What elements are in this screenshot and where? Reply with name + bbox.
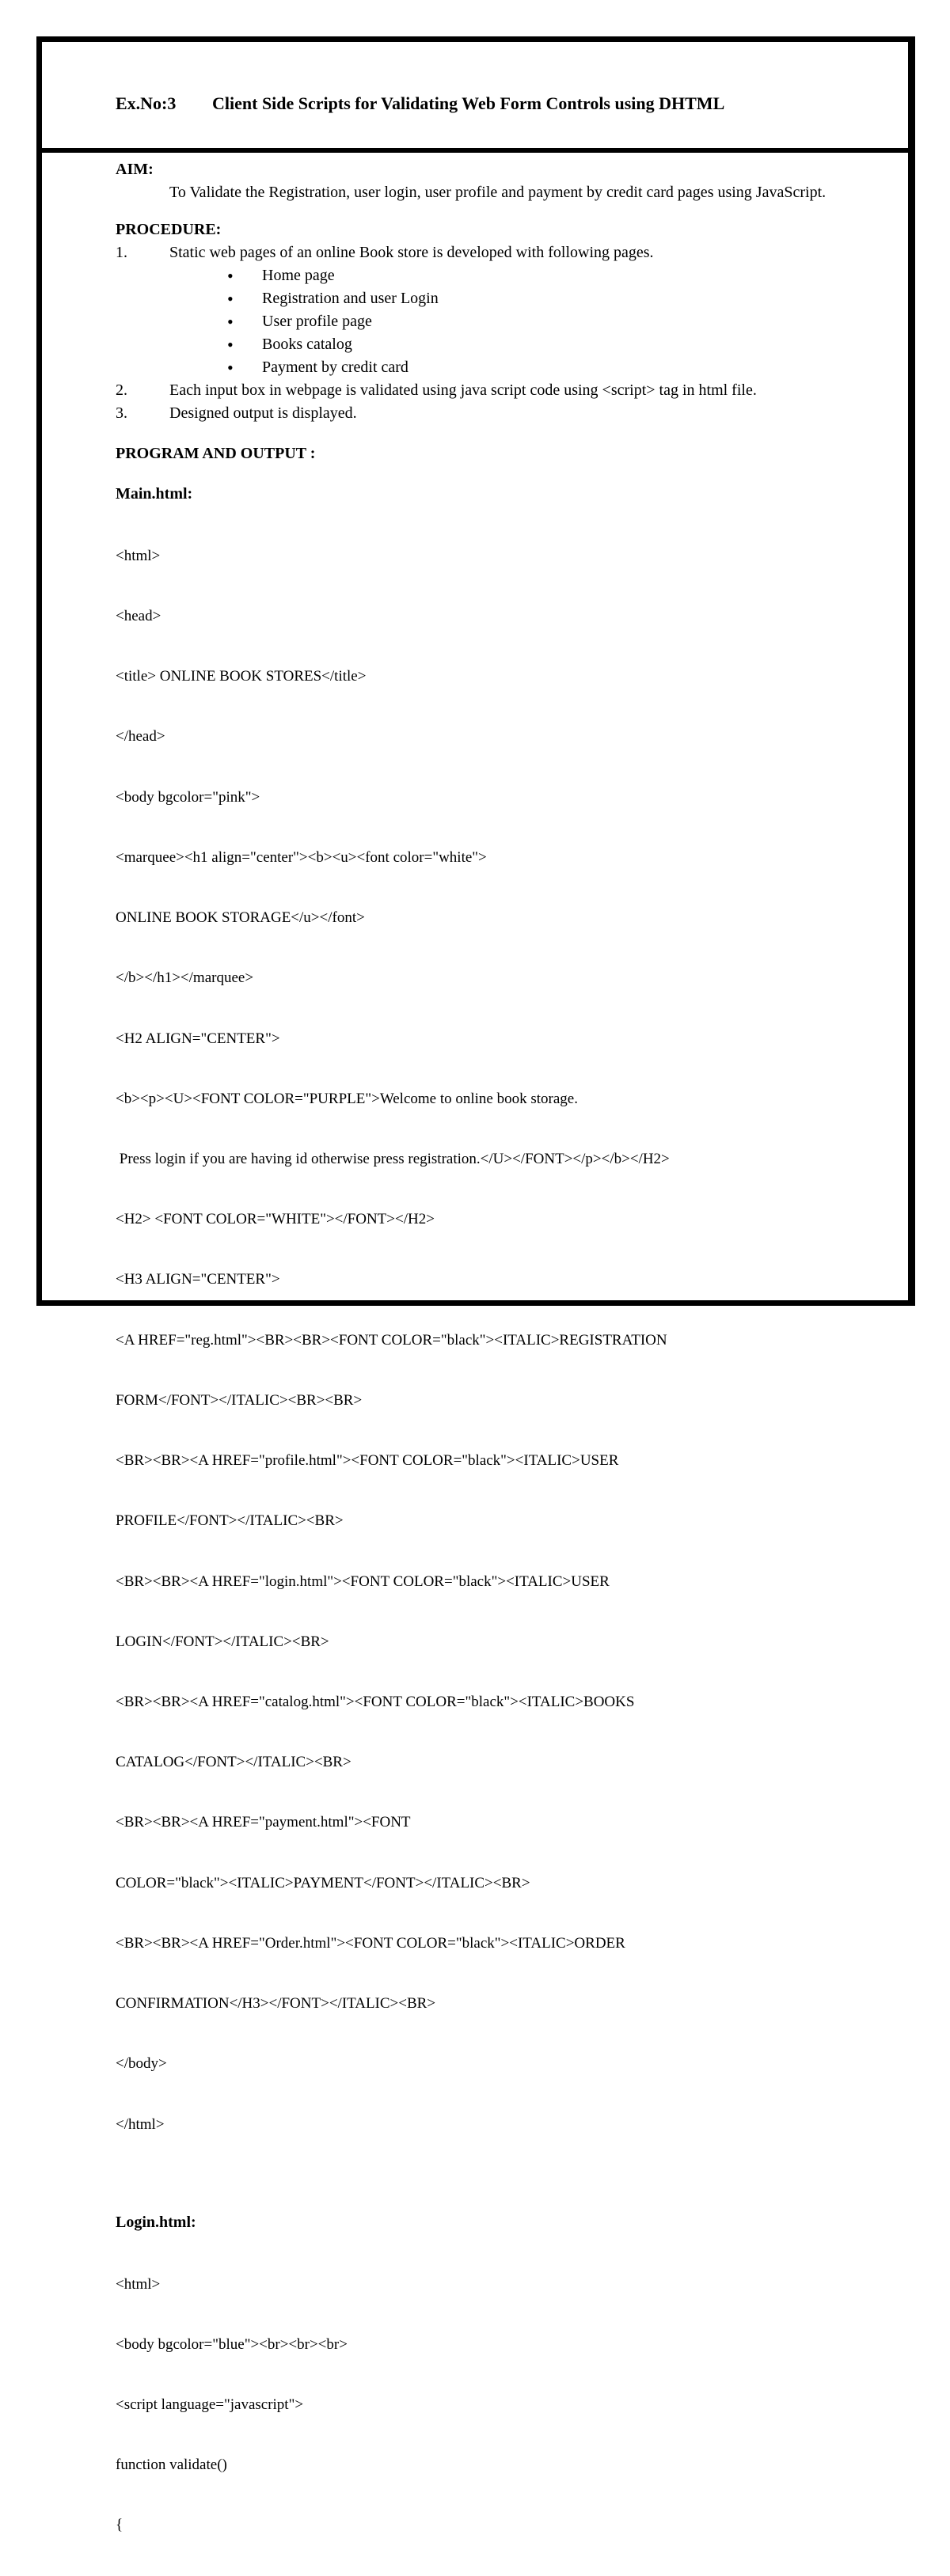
procedure-step-2 (116, 379, 896, 402)
code-line: <BR><BR><A HREF="profile.html"><FONT COLOR="black"><ITALIC>USER (116, 1452, 619, 1470)
code-line: <body bgcolor="blue"><br><br><br> (116, 2335, 348, 2353)
list-item: • Books catalog (227, 333, 896, 356)
code-line: <script language="javascript"> (116, 2396, 304, 2413)
aim-heading: AIM: (116, 161, 154, 178)
header-divider (36, 148, 915, 153)
code-line: <A HREF="reg.html"><BR><BR><FONT COLOR="black"><ITALIC>REGISTRATION (116, 1331, 667, 1349)
code-line: function validate() (116, 2456, 227, 2474)
code-line: <H3 ALIGN="CENTER"> (116, 1271, 280, 1288)
procedure-step-1 (116, 241, 896, 264)
code-line: <title> ONLINE BOOK STORES</title> (116, 668, 367, 685)
step-text: Each input box in webpage is validated using java script code using <script> tag in html file. (169, 381, 757, 399)
code-line: <H2> <FONT COLOR="WHITE"></FONT></H2> (116, 1211, 435, 1228)
list-item: • Registration and user Login (227, 287, 896, 310)
list-item: • User profile page (227, 310, 896, 333)
exercise-title (116, 93, 724, 114)
step-number: 3. (116, 404, 127, 422)
main-file-code (116, 506, 896, 2175)
code-line: PROFILE</FONT></ITALIC><BR> (116, 1512, 344, 1530)
code-line: ONLINE BOOK STORAGE</u></font> (116, 909, 365, 927)
code-line: <head> (116, 608, 162, 625)
login-file-code (116, 2234, 896, 2576)
code-line: CONFIRMATION</H3></FONT></ITALIC><BR> (116, 1995, 436, 2013)
code-line: <BR><BR><A HREF="login.html"><FONT COLOR="black"><ITALIC>USER (116, 1573, 610, 1590)
list-item: • Home page (227, 264, 896, 287)
code-line: </b></h1></marquee> (116, 969, 254, 987)
code-line: <b><p><U><FONT COLOR="PURPLE">Welcome to online book storage. (116, 1090, 578, 1107)
code-line: <BR><BR><A HREF="payment.html"><FONT (116, 1814, 411, 1831)
code-line: <BR><BR><A HREF="catalog.html"><FONT COLOR="black"><ITALIC>BOOKS (116, 1693, 635, 1710)
code-line: </body> (116, 2055, 167, 2073)
list-item: • Payment by credit card (227, 356, 896, 379)
step-number: 1. (116, 244, 127, 261)
procedure-step-3 (116, 402, 896, 425)
program-heading: PROGRAM AND OUTPUT : (116, 445, 316, 462)
code-line: FORM</FONT></ITALIC><BR><BR> (116, 1391, 363, 1409)
login-file-heading: Login.html: (116, 2213, 196, 2231)
step-text: Designed output is displayed. (169, 404, 357, 422)
code-line: <html> (116, 2275, 161, 2293)
procedure-heading: PROCEDURE: (116, 221, 222, 238)
code-line: </head> (116, 728, 165, 745)
code-line: { (116, 2517, 124, 2534)
step-number: 2. (116, 381, 127, 399)
code-line: </html> (116, 2115, 165, 2133)
step-text: Static web pages of an online Book store is developed with following pages. (169, 244, 654, 261)
exercise-title-text: Client Side Scripts for Validating Web Form Controls using DHTML (212, 93, 725, 113)
code-line: CATALOG</FONT></ITALIC><BR> (116, 1754, 352, 1771)
code-line: <body bgcolor="pink"> (116, 788, 260, 806)
code-line: Press login if you are having id otherwise press registration.</U></FONT></p></b></H2> (116, 1151, 670, 1167)
code-line: <BR><BR><A HREF="Order.html"><FONT COLOR="black"><ITALIC>ORDER (116, 1934, 625, 1952)
code-line: LOGIN</FONT></ITALIC><BR> (116, 1633, 329, 1650)
exercise-number: Ex.No:3 (116, 93, 177, 113)
code-line: <html> (116, 547, 161, 564)
aim-text: To Validate the Registration, user login, user profile and payment by credit card pages using JavaScript. (169, 184, 826, 201)
code-line: <H2 ALIGN="CENTER"> (116, 1030, 280, 1047)
page-list (227, 264, 896, 379)
main-file-heading: Main.html: (116, 485, 193, 503)
code-line: COLOR="black"><ITALIC>PAYMENT</FONT></ITALIC><BR> (116, 1874, 530, 1891)
code-line: <marquee><h1 align="center"><b><u><font color="white"> (116, 848, 487, 866)
document-body (104, 158, 896, 2576)
